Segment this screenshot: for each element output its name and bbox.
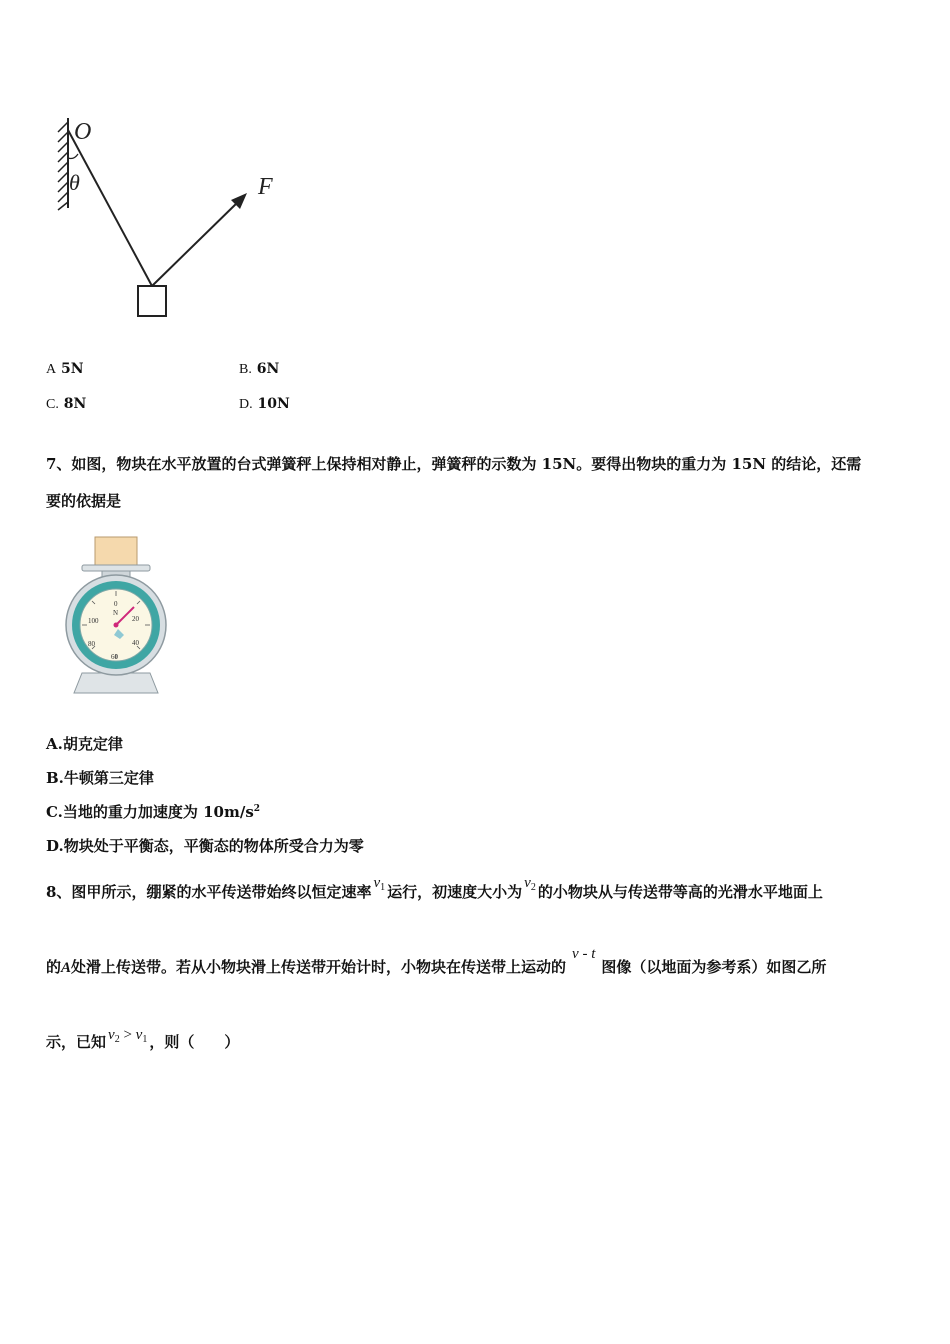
rope-line [68, 130, 152, 286]
spring-scale-figure [62, 535, 172, 697]
dial-label-60: 60 [111, 653, 118, 661]
wall-hatch [58, 118, 68, 210]
dial-label-0: 0 [114, 600, 118, 608]
var-v-t: v - t [572, 946, 596, 962]
q8-line3: 示，已知 $v_2 > v_1$ ，则（ ） [46, 1027, 240, 1051]
q6-option-c: C. 8N [46, 396, 87, 412]
dial-label-40: 40 [132, 639, 139, 647]
dial-label-N: N [113, 609, 119, 617]
dial-label-100: 100 [88, 617, 99, 625]
q8-line1: 8、图甲所示，绷紧的水平传送带始终以恒定速率 $v_1$ 运行，初速度大小为 $v_2$ 的小物块从与传送带等高的光滑水平地面上 [46, 875, 823, 901]
var-v2: $v_2$ [524, 875, 536, 893]
point-A: A [61, 960, 72, 976]
q6-option-d: D. 10N [239, 396, 290, 412]
dial-label-20: 20 [132, 615, 139, 623]
label-F: F [258, 174, 273, 200]
q7-option-a: A.胡克定律 [46, 735, 123, 753]
label-O: O [74, 119, 92, 145]
var-v1: $v_1$ [373, 875, 386, 893]
theta-arc [68, 154, 78, 159]
force-arrow-line [152, 200, 240, 286]
block-on-scale [95, 537, 137, 565]
exponent: 2 [253, 804, 261, 814]
q7-stem-line2: 要的依据是 [46, 492, 122, 510]
label-theta: θ [69, 170, 80, 195]
q7-stem-line1: 7、如图，物块在水平放置的台式弹簧秤上保持相对静止，弹簧秤的示数为 15N。要得出物块的重力为 15N 的结论，还需 [46, 455, 862, 473]
q7-option-d: D.物块处于平衡态，平衡态的物体所受合力为零 [46, 837, 364, 855]
dial-label-80: 80 [88, 640, 95, 648]
condition-v2-gt-v1: $v_2 > v_1$ [108, 1027, 148, 1045]
q8-line2: 的A处滑上传送带。若从小物块滑上传送带开始计时，小物块在传送带上运动的v - t图像（以地面为参考系）如图乙所 [46, 946, 827, 976]
q7-option-b: B.牛顿第三定律 [46, 769, 154, 787]
q6-option-a: A 5N [46, 361, 84, 377]
scale-platform [82, 565, 150, 571]
q6-force-diagram [40, 110, 300, 330]
q6-option-b: B. 6N [239, 361, 280, 377]
block [138, 286, 166, 316]
scale-base [74, 673, 158, 693]
needle-pivot [114, 623, 119, 628]
q7-option-c: C.当地的重力加速度为 $10m/s^2$ [46, 803, 261, 821]
